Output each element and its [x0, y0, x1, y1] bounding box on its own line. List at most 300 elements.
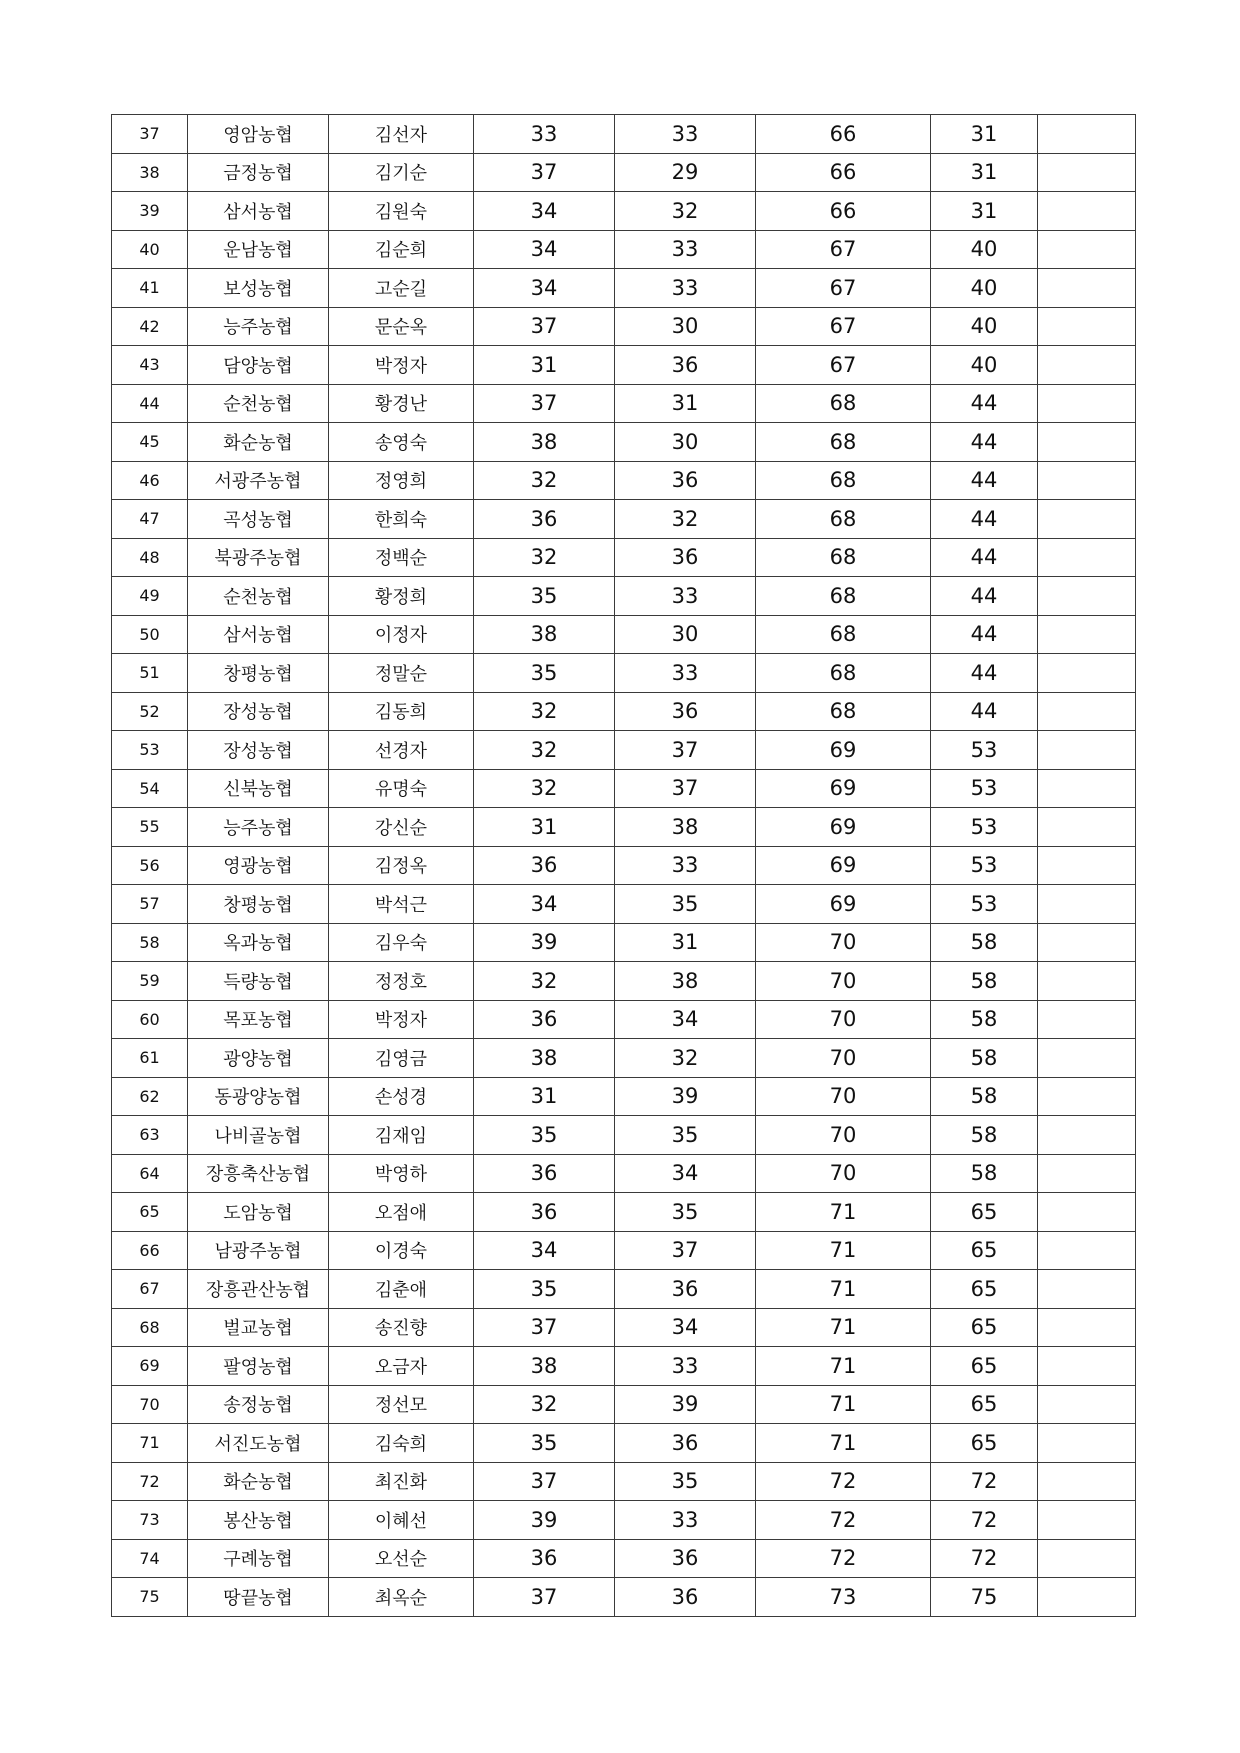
table-row [112, 808, 1136, 847]
cell-participant-name: 강신순 [329, 808, 474, 847]
cell-participant-name: 정선모 [329, 1385, 474, 1424]
cell-cooperative: 옥과농협 [188, 923, 329, 962]
cell-note [1038, 885, 1136, 924]
table-row [112, 769, 1136, 808]
cell-note [1038, 1462, 1136, 1501]
cell-score-1: 34 [474, 192, 615, 231]
table-row [112, 577, 1136, 616]
cell-total: 69 [756, 808, 931, 847]
cell-cooperative: 창평농협 [188, 885, 329, 924]
cell-number: 70 [112, 1385, 188, 1424]
cell-note [1038, 1116, 1136, 1155]
cell-note [1038, 115, 1136, 154]
cell-rank: 65 [931, 1385, 1038, 1424]
table-row [112, 1308, 1136, 1347]
cell-note [1038, 153, 1136, 192]
cell-total: 71 [756, 1308, 931, 1347]
cell-number: 48 [112, 538, 188, 577]
cell-number: 52 [112, 692, 188, 731]
cell-number: 67 [112, 1270, 188, 1309]
cell-score-2: 30 [615, 307, 756, 346]
table-row [112, 538, 1136, 577]
cell-rank: 44 [931, 461, 1038, 500]
table-row [112, 1270, 1136, 1309]
cell-score-2: 29 [615, 153, 756, 192]
cell-participant-name: 김영금 [329, 1039, 474, 1078]
cell-rank: 58 [931, 962, 1038, 1001]
cell-note [1038, 538, 1136, 577]
cell-score-1: 37 [474, 1578, 615, 1617]
table-row [112, 230, 1136, 269]
cell-number: 41 [112, 269, 188, 308]
cell-rank: 58 [931, 923, 1038, 962]
cell-rank: 53 [931, 885, 1038, 924]
cell-total: 66 [756, 192, 931, 231]
cell-total: 71 [756, 1231, 931, 1270]
cell-score-2: 32 [615, 192, 756, 231]
cell-rank: 53 [931, 731, 1038, 770]
cell-participant-name: 김원숙 [329, 192, 474, 231]
cell-total: 70 [756, 962, 931, 1001]
cell-cooperative: 창평농협 [188, 654, 329, 693]
cell-rank: 58 [931, 1116, 1038, 1155]
cell-participant-name: 황정희 [329, 577, 474, 616]
cell-cooperative: 동광양농협 [188, 1077, 329, 1116]
table-row [112, 115, 1136, 154]
cell-rank: 58 [931, 1077, 1038, 1116]
cell-note [1038, 1077, 1136, 1116]
cell-cooperative: 금정농협 [188, 153, 329, 192]
cell-score-1: 37 [474, 1462, 615, 1501]
cell-total: 71 [756, 1270, 931, 1309]
cell-score-2: 38 [615, 962, 756, 1001]
cell-number: 47 [112, 500, 188, 539]
table-row [112, 1154, 1136, 1193]
cell-score-2: 30 [615, 615, 756, 654]
cell-number: 55 [112, 808, 188, 847]
cell-participant-name: 김숙희 [329, 1424, 474, 1463]
cell-cooperative: 화순농협 [188, 1462, 329, 1501]
cell-cooperative: 구례농협 [188, 1539, 329, 1578]
cell-participant-name: 이혜선 [329, 1501, 474, 1540]
cell-score-1: 32 [474, 461, 615, 500]
table-row [112, 654, 1136, 693]
cell-score-2: 33 [615, 1501, 756, 1540]
cell-score-2: 39 [615, 1077, 756, 1116]
table-row [112, 1424, 1136, 1463]
cell-score-1: 33 [474, 115, 615, 154]
table-row [112, 1193, 1136, 1232]
cell-number: 72 [112, 1462, 188, 1501]
cell-note [1038, 1385, 1136, 1424]
cell-cooperative: 팔영농협 [188, 1347, 329, 1386]
cell-participant-name: 손성경 [329, 1077, 474, 1116]
cell-cooperative: 북광주농협 [188, 538, 329, 577]
cell-participant-name: 오선순 [329, 1539, 474, 1578]
cell-rank: 72 [931, 1462, 1038, 1501]
table-row [112, 461, 1136, 500]
cell-total: 67 [756, 230, 931, 269]
cell-score-2: 33 [615, 1347, 756, 1386]
table-row [112, 923, 1136, 962]
cell-note [1038, 269, 1136, 308]
table-row [112, 1039, 1136, 1078]
cell-participant-name: 김재임 [329, 1116, 474, 1155]
cell-score-2: 35 [615, 885, 756, 924]
cell-number: 42 [112, 307, 188, 346]
cell-note [1038, 846, 1136, 885]
cell-score-2: 36 [615, 1539, 756, 1578]
cell-number: 40 [112, 230, 188, 269]
cell-total: 70 [756, 1000, 931, 1039]
cell-cooperative: 삼서농협 [188, 192, 329, 231]
cell-rank: 65 [931, 1270, 1038, 1309]
cell-number: 50 [112, 615, 188, 654]
table-row [112, 962, 1136, 1001]
cell-rank: 40 [931, 230, 1038, 269]
cell-cooperative: 도암농협 [188, 1193, 329, 1232]
cell-total: 68 [756, 384, 931, 423]
cell-note [1038, 1424, 1136, 1463]
table-row [112, 615, 1136, 654]
cell-score-2: 37 [615, 769, 756, 808]
cell-total: 69 [756, 846, 931, 885]
cell-number: 51 [112, 654, 188, 693]
cell-participant-name: 이경숙 [329, 1231, 474, 1270]
cell-total: 66 [756, 115, 931, 154]
cell-cooperative: 운남농협 [188, 230, 329, 269]
cell-participant-name: 정백순 [329, 538, 474, 577]
cell-rank: 53 [931, 769, 1038, 808]
cell-rank: 31 [931, 153, 1038, 192]
table-row [112, 500, 1136, 539]
cell-rank: 40 [931, 269, 1038, 308]
cell-score-2: 39 [615, 1385, 756, 1424]
cell-rank: 44 [931, 384, 1038, 423]
cell-number: 57 [112, 885, 188, 924]
cell-score-2: 35 [615, 1116, 756, 1155]
cell-score-2: 33 [615, 269, 756, 308]
table-row [112, 1578, 1136, 1617]
cell-number: 61 [112, 1039, 188, 1078]
cell-score-1: 32 [474, 962, 615, 1001]
cell-score-2: 34 [615, 1308, 756, 1347]
cell-rank: 65 [931, 1424, 1038, 1463]
cell-rank: 65 [931, 1347, 1038, 1386]
cell-cooperative: 능주농협 [188, 808, 329, 847]
cell-total: 68 [756, 538, 931, 577]
table-row [112, 1462, 1136, 1501]
cell-note [1038, 654, 1136, 693]
cell-total: 70 [756, 1039, 931, 1078]
results-sheet [111, 114, 1135, 1617]
cell-score-1: 35 [474, 1270, 615, 1309]
cell-total: 70 [756, 923, 931, 962]
cell-participant-name: 송진향 [329, 1308, 474, 1347]
cell-rank: 31 [931, 192, 1038, 231]
cell-score-2: 38 [615, 808, 756, 847]
cell-note [1038, 500, 1136, 539]
cell-participant-name: 선경자 [329, 731, 474, 770]
cell-number: 73 [112, 1501, 188, 1540]
cell-cooperative: 봉산농협 [188, 1501, 329, 1540]
cell-cooperative: 광양농협 [188, 1039, 329, 1078]
cell-cooperative: 영암농협 [188, 115, 329, 154]
cell-participant-name: 고순길 [329, 269, 474, 308]
cell-rank: 44 [931, 615, 1038, 654]
cell-number: 75 [112, 1578, 188, 1617]
cell-number: 59 [112, 962, 188, 1001]
results-table [111, 114, 1136, 1617]
table-row [112, 885, 1136, 924]
cell-rank: 53 [931, 846, 1038, 885]
cell-rank: 72 [931, 1501, 1038, 1540]
cell-note [1038, 423, 1136, 462]
cell-score-1: 32 [474, 731, 615, 770]
cell-participant-name: 김우숙 [329, 923, 474, 962]
cell-score-1: 39 [474, 923, 615, 962]
cell-participant-name: 김정옥 [329, 846, 474, 885]
cell-rank: 31 [931, 115, 1038, 154]
cell-number: 62 [112, 1077, 188, 1116]
cell-score-1: 38 [474, 1347, 615, 1386]
cell-score-1: 36 [474, 1154, 615, 1193]
cell-score-2: 33 [615, 115, 756, 154]
cell-note [1038, 1501, 1136, 1540]
cell-score-2: 36 [615, 1270, 756, 1309]
table-row [112, 1385, 1136, 1424]
cell-number: 54 [112, 769, 188, 808]
cell-number: 38 [112, 153, 188, 192]
cell-score-2: 36 [615, 346, 756, 385]
cell-note [1038, 1154, 1136, 1193]
cell-score-2: 34 [615, 1000, 756, 1039]
cell-note [1038, 1578, 1136, 1617]
cell-number: 37 [112, 115, 188, 154]
cell-cooperative: 신북농협 [188, 769, 329, 808]
cell-note [1038, 1193, 1136, 1232]
cell-cooperative: 순천농협 [188, 384, 329, 423]
cell-rank: 44 [931, 423, 1038, 462]
table-row [112, 1501, 1136, 1540]
cell-score-1: 31 [474, 1077, 615, 1116]
table-row [112, 423, 1136, 462]
cell-cooperative: 송정농협 [188, 1385, 329, 1424]
cell-participant-name: 황경난 [329, 384, 474, 423]
cell-total: 72 [756, 1501, 931, 1540]
cell-score-1: 35 [474, 1424, 615, 1463]
cell-score-2: 33 [615, 654, 756, 693]
cell-total: 66 [756, 153, 931, 192]
cell-participant-name: 정영희 [329, 461, 474, 500]
table-row [112, 1077, 1136, 1116]
cell-number: 69 [112, 1347, 188, 1386]
cell-participant-name: 김춘애 [329, 1270, 474, 1309]
cell-total: 68 [756, 461, 931, 500]
cell-rank: 44 [931, 538, 1038, 577]
cell-score-2: 31 [615, 384, 756, 423]
cell-number: 56 [112, 846, 188, 885]
cell-total: 67 [756, 346, 931, 385]
cell-score-1: 38 [474, 423, 615, 462]
cell-cooperative: 서광주농협 [188, 461, 329, 500]
cell-note [1038, 731, 1136, 770]
cell-participant-name: 오점애 [329, 1193, 474, 1232]
cell-score-2: 33 [615, 577, 756, 616]
cell-total: 67 [756, 307, 931, 346]
cell-score-1: 32 [474, 692, 615, 731]
cell-score-1: 31 [474, 346, 615, 385]
cell-cooperative: 순천농협 [188, 577, 329, 616]
cell-participant-name: 최진화 [329, 1462, 474, 1501]
cell-total: 68 [756, 500, 931, 539]
cell-cooperative: 화순농협 [188, 423, 329, 462]
cell-rank: 72 [931, 1539, 1038, 1578]
cell-number: 43 [112, 346, 188, 385]
cell-number: 74 [112, 1539, 188, 1578]
cell-participant-name: 김동희 [329, 692, 474, 731]
cell-rank: 58 [931, 1000, 1038, 1039]
cell-score-2: 36 [615, 1424, 756, 1463]
table-row [112, 346, 1136, 385]
cell-participant-name: 김선자 [329, 115, 474, 154]
cell-number: 60 [112, 1000, 188, 1039]
cell-score-1: 37 [474, 153, 615, 192]
cell-score-1: 38 [474, 1039, 615, 1078]
cell-participant-name: 송영숙 [329, 423, 474, 462]
table-row [112, 153, 1136, 192]
cell-cooperative: 득량농협 [188, 962, 329, 1001]
cell-score-2: 36 [615, 538, 756, 577]
cell-participant-name: 정정호 [329, 962, 474, 1001]
cell-score-1: 36 [474, 846, 615, 885]
table-row [112, 1347, 1136, 1386]
cell-participant-name: 김기순 [329, 153, 474, 192]
cell-note [1038, 1231, 1136, 1270]
cell-rank: 53 [931, 808, 1038, 847]
cell-note [1038, 692, 1136, 731]
cell-total: 68 [756, 654, 931, 693]
cell-number: 71 [112, 1424, 188, 1463]
cell-cooperative: 능주농협 [188, 307, 329, 346]
cell-rank: 58 [931, 1039, 1038, 1078]
cell-number: 44 [112, 384, 188, 423]
cell-note [1038, 384, 1136, 423]
cell-number: 49 [112, 577, 188, 616]
table-row [112, 384, 1136, 423]
cell-score-1: 32 [474, 1385, 615, 1424]
cell-score-1: 36 [474, 500, 615, 539]
cell-cooperative: 목포농협 [188, 1000, 329, 1039]
cell-score-1: 34 [474, 269, 615, 308]
cell-note [1038, 1039, 1136, 1078]
cell-participant-name: 김순희 [329, 230, 474, 269]
cell-score-2: 30 [615, 423, 756, 462]
cell-total: 68 [756, 423, 931, 462]
cell-cooperative: 삼서농협 [188, 615, 329, 654]
cell-rank: 44 [931, 500, 1038, 539]
cell-rank: 40 [931, 307, 1038, 346]
table-row [112, 192, 1136, 231]
cell-total: 72 [756, 1539, 931, 1578]
cell-total: 69 [756, 769, 931, 808]
cell-note [1038, 923, 1136, 962]
cell-note [1038, 577, 1136, 616]
table-row [112, 269, 1136, 308]
cell-cooperative: 장흥축산농협 [188, 1154, 329, 1193]
cell-total: 70 [756, 1116, 931, 1155]
cell-cooperative: 벌교농협 [188, 1308, 329, 1347]
cell-score-1: 34 [474, 1231, 615, 1270]
table-row [112, 1231, 1136, 1270]
table-row [112, 1000, 1136, 1039]
cell-score-2: 37 [615, 1231, 756, 1270]
cell-score-2: 32 [615, 500, 756, 539]
cell-note [1038, 962, 1136, 1001]
cell-note [1038, 615, 1136, 654]
cell-rank: 58 [931, 1154, 1038, 1193]
cell-total: 71 [756, 1385, 931, 1424]
cell-cooperative: 장성농협 [188, 692, 329, 731]
cell-rank: 44 [931, 654, 1038, 693]
cell-note [1038, 461, 1136, 500]
cell-participant-name: 정말순 [329, 654, 474, 693]
cell-cooperative: 영광농협 [188, 846, 329, 885]
cell-score-2: 37 [615, 731, 756, 770]
cell-note [1038, 192, 1136, 231]
cell-note [1038, 1308, 1136, 1347]
cell-cooperative: 서진도농협 [188, 1424, 329, 1463]
cell-number: 53 [112, 731, 188, 770]
cell-note [1038, 1347, 1136, 1386]
cell-rank: 65 [931, 1231, 1038, 1270]
cell-number: 39 [112, 192, 188, 231]
cell-cooperative: 남광주농협 [188, 1231, 329, 1270]
cell-cooperative: 땅끝농협 [188, 1578, 329, 1617]
cell-score-1: 37 [474, 1308, 615, 1347]
cell-participant-name: 유명숙 [329, 769, 474, 808]
table-row [112, 846, 1136, 885]
cell-note [1038, 1000, 1136, 1039]
cell-score-1: 37 [474, 384, 615, 423]
cell-score-1: 32 [474, 769, 615, 808]
cell-score-2: 35 [615, 1193, 756, 1232]
cell-participant-name: 한희숙 [329, 500, 474, 539]
cell-participant-name: 박정자 [329, 346, 474, 385]
table-row [112, 731, 1136, 770]
cell-total: 71 [756, 1424, 931, 1463]
cell-participant-name: 오금자 [329, 1347, 474, 1386]
cell-note [1038, 346, 1136, 385]
table-row [112, 1539, 1136, 1578]
cell-rank: 65 [931, 1193, 1038, 1232]
cell-cooperative: 보성농협 [188, 269, 329, 308]
cell-rank: 44 [931, 577, 1038, 616]
cell-total: 67 [756, 269, 931, 308]
cell-total: 68 [756, 577, 931, 616]
cell-number: 65 [112, 1193, 188, 1232]
cell-score-2: 31 [615, 923, 756, 962]
cell-number: 63 [112, 1116, 188, 1155]
cell-note [1038, 769, 1136, 808]
cell-note [1038, 307, 1136, 346]
cell-number: 66 [112, 1231, 188, 1270]
cell-cooperative: 나비골농협 [188, 1116, 329, 1155]
cell-score-1: 36 [474, 1193, 615, 1232]
cell-total: 69 [756, 885, 931, 924]
cell-note [1038, 808, 1136, 847]
table-row [112, 692, 1136, 731]
